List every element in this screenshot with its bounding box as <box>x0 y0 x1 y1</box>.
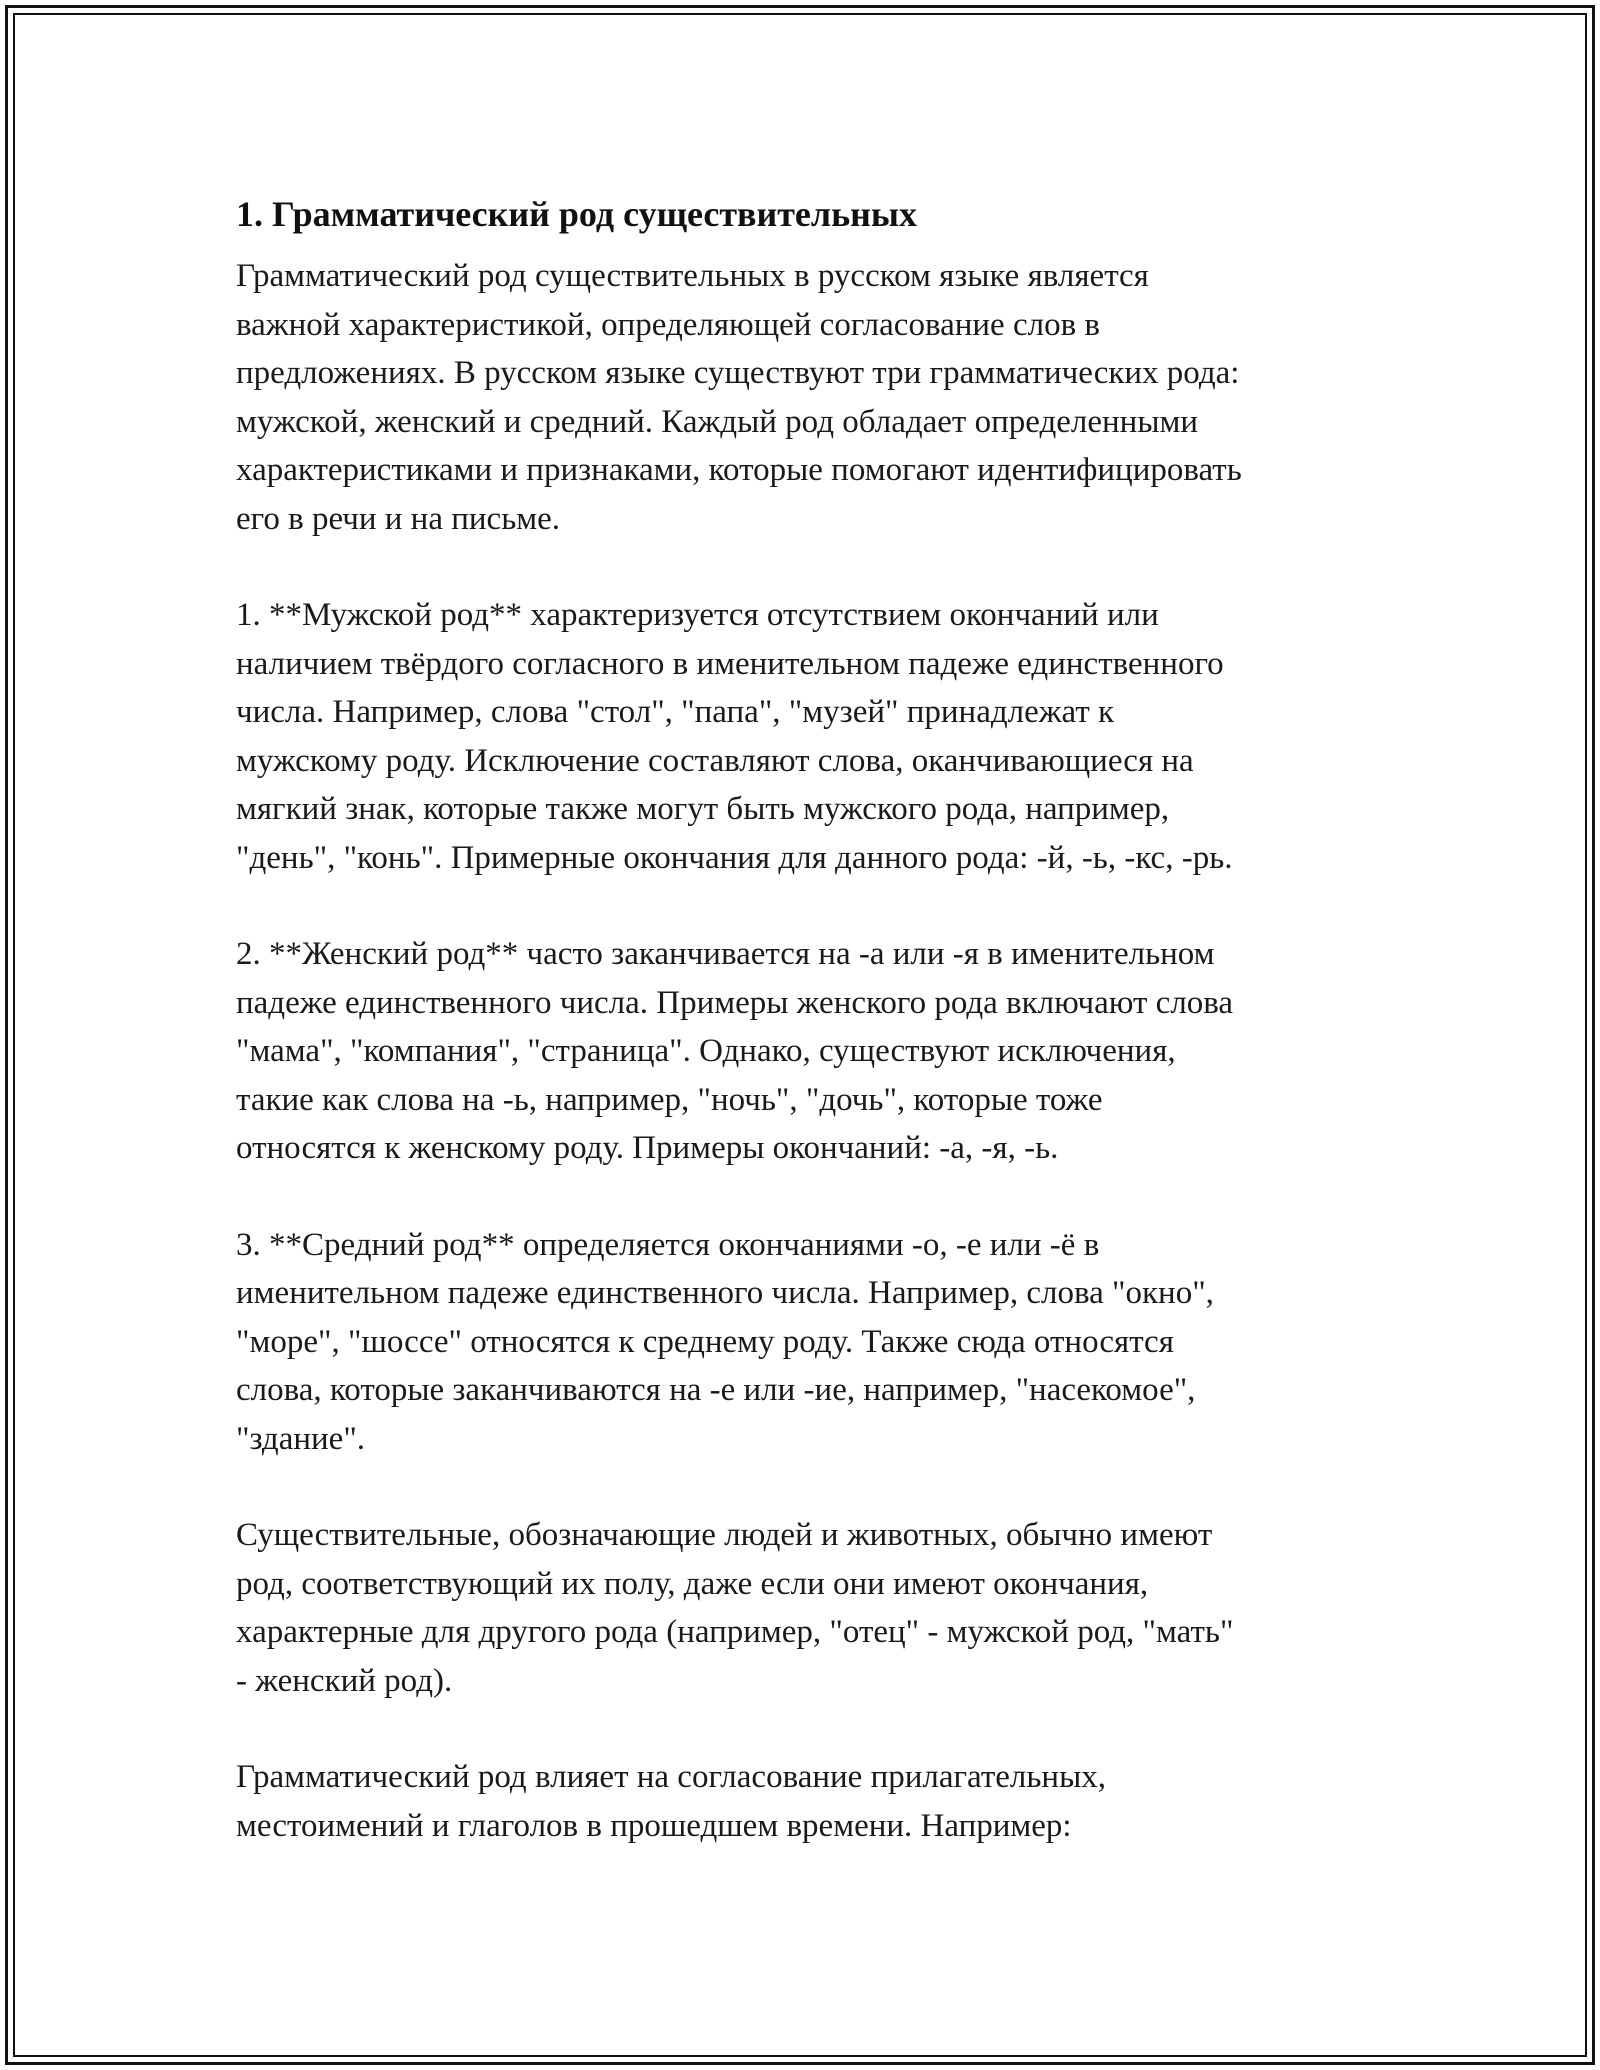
text-line: падеже единственного числа. Примеры женского рода включают слова <box>236 984 1234 1021</box>
text-line: Грамматический род влияет на согласование прилагательных, <box>236 1759 1107 1795</box>
text-line: местоимений и глаголов в прошедшем времени. Например: <box>236 1807 1072 1844</box>
paragraph-agreement <box>236 1753 1376 1850</box>
text-line: "здание". <box>236 1420 366 1457</box>
text-line: Существительные, обозначающие людей и животных, обычно имеют <box>236 1517 1213 1553</box>
text-line: относятся к женскому роду. Примеры окончаний: -а, -я, -ь. <box>236 1130 1059 1166</box>
text-line: важной характеристикой, определяющей согласование слов в <box>236 306 1100 343</box>
text-line: род, соответствующий их полу, даже если они имеют окончания, <box>236 1565 1149 1602</box>
paragraph-masculine <box>236 591 1376 882</box>
text-line: именительном падеже единственного числа. Например, слова "окно", <box>236 1275 1214 1311</box>
text-line: "море", "шоссе" относятся к среднему роду. Также сюда относятся <box>236 1323 1174 1360</box>
text-line: такие как слова на -ь, например, "ночь", "дочь", которые тоже <box>236 1081 1103 1118</box>
document-body <box>236 186 1376 1898</box>
paragraph-neuter <box>236 1221 1376 1464</box>
text-line: мягкий знак, которые также могут быть мужского рода, например, <box>236 791 1170 827</box>
text-line: числа. Например, слова "стол", "папа", "музей" принадлежат к <box>236 694 1115 730</box>
text-line: 2. **Женский род** часто заканчивается на -а или -я в именительном <box>236 936 1215 972</box>
text-line: мужскому роду. Исключение составляют слова, оканчивающиеся на <box>236 742 1194 779</box>
text-line: "мама", "компания", "страница". Однако, существуют исключения, <box>236 1033 1176 1069</box>
text-line: слова, которые заканчиваются на -е или -ие, например, "насекомое", <box>236 1372 1196 1408</box>
text-line: характерные для другого рода (например, "отец" - мужской род, "мать" <box>236 1614 1234 1650</box>
text-line: - женский род). <box>236 1662 453 1699</box>
paragraph-feminine <box>236 930 1376 1173</box>
paragraph-animate-nouns <box>236 1511 1376 1705</box>
paragraph-intro <box>236 252 1376 543</box>
section-heading: 1. Грамматический род существительных <box>236 194 917 234</box>
text-line: его в речи и на письме. <box>236 500 561 537</box>
text-line: наличием твёрдого согласного в именительном падеже единственного <box>236 645 1224 682</box>
text-line: характеристиками и признаками, которые помогают идентифицировать <box>236 452 1242 488</box>
text-line: мужской, женский и средний. Каждый род обладает определенными <box>236 403 1199 440</box>
text-line: "день", "конь". Примерные окончания для данного рода: -й, -ь, -кс, -рь. <box>236 839 1233 876</box>
text-line: 3. **Средний род** определяется окончаниями -о, -е или -ё в <box>236 1226 1100 1263</box>
text-line: предложениях. В русском языке существуют три грамматических рода: <box>236 355 1240 391</box>
text-line: Грамматический род существительных в русском языке является <box>236 258 1149 294</box>
text-line: 1. **Мужской род** характеризуется отсутствием окончаний или <box>236 597 1159 633</box>
